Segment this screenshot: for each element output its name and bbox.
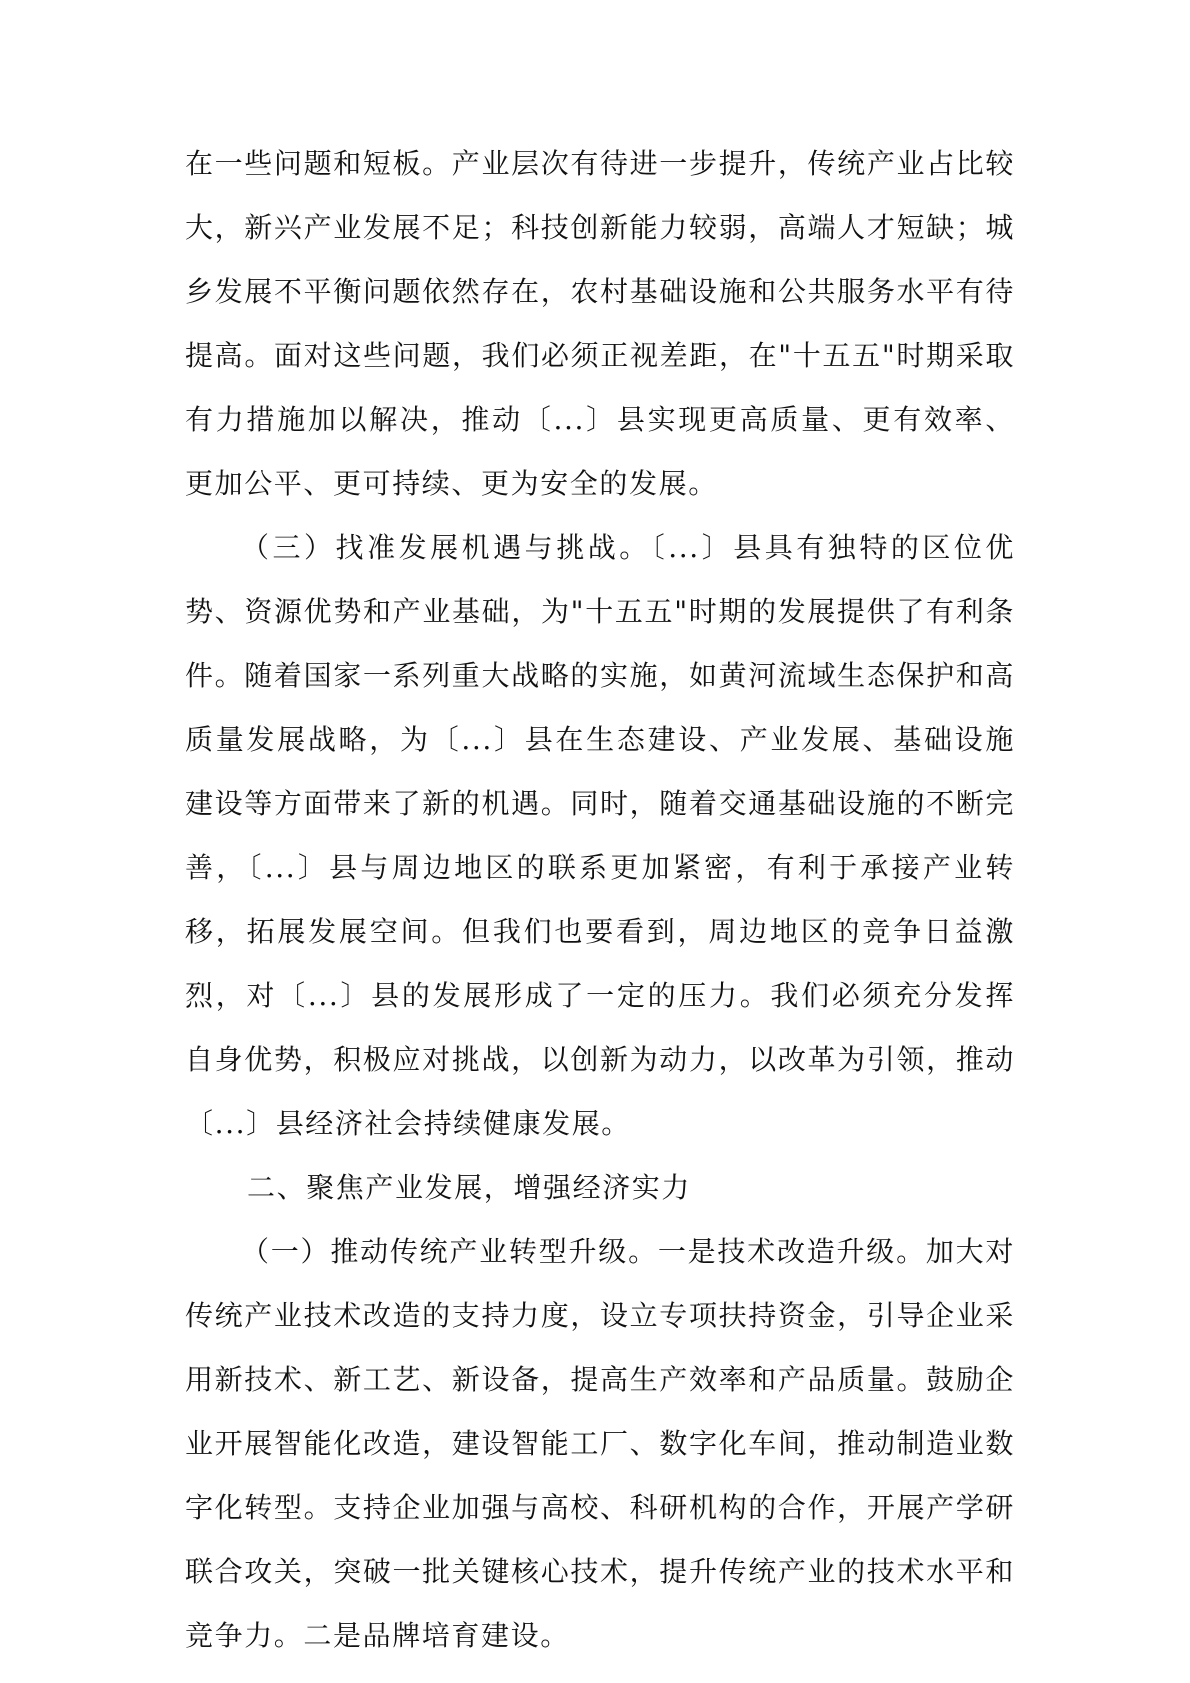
document-body [185, 132, 1015, 1668]
paragraph-continuation: 在一些问题和短板。产业层次有待进一步提升，传统产业占比较大，新兴产业发展不足；科技创新能力较弱，高端人才短缺；城乡发展不平衡问题依然存在，农村基础设施和公共服务水平有待提高。面对这些问题，我们必须正视差距，在"十五五"时期采取有力措施加以解决，推动〔...〕县实现更高质量、更有效率、更加公平、更可持续、更为安全的发展。 [185, 147, 1015, 500]
paragraph-opportunities-challenges: （三）找准发展机遇与挑战。〔...〕县具有独特的区位优势、资源优势和产业基础，为"十五五"时期的发展提供了有利条件。随着国家一系列重大战略的实施，如黄河流域生态保护和高质量发展战略，为〔...〕县在生态建设、产业发展、基础设施建设等方面带来了新的机遇。同时，随着交通基础设施的不断完善，〔...〕县与周边地区的联系更加紧密，有利于承接产业转移，拓展发展空间。但我们也要看到，周边地区的竞争日益激烈，对〔...〕县的发展形成了一定的压力。我们必须充分发挥自身优势，积极应对挑战，以创新为动力，以改革为引领，推动〔...〕县经济社会持续健康发展。 [185, 531, 1015, 1140]
section-heading: 二、聚焦产业发展，增强经济实力 [247, 1171, 692, 1204]
paragraph-industry-upgrade: （一）推动传统产业转型升级。一是技术改造升级。加大对传统产业技术改造的支持力度，设立专项扶持资金，引导企业采用新技术、新工艺、新设备，提高生产效率和产品质量。鼓励企业开展智能化改造，建设智能工厂、数字化车间，推动制造业数字化转型。支持企业加强与高校、科研机构的合作，开展产学研联合攻关，突破一批关键核心技术，提升传统产业的技术水平和竞争力。二是品牌培育建设。 [185, 1235, 1015, 1652]
